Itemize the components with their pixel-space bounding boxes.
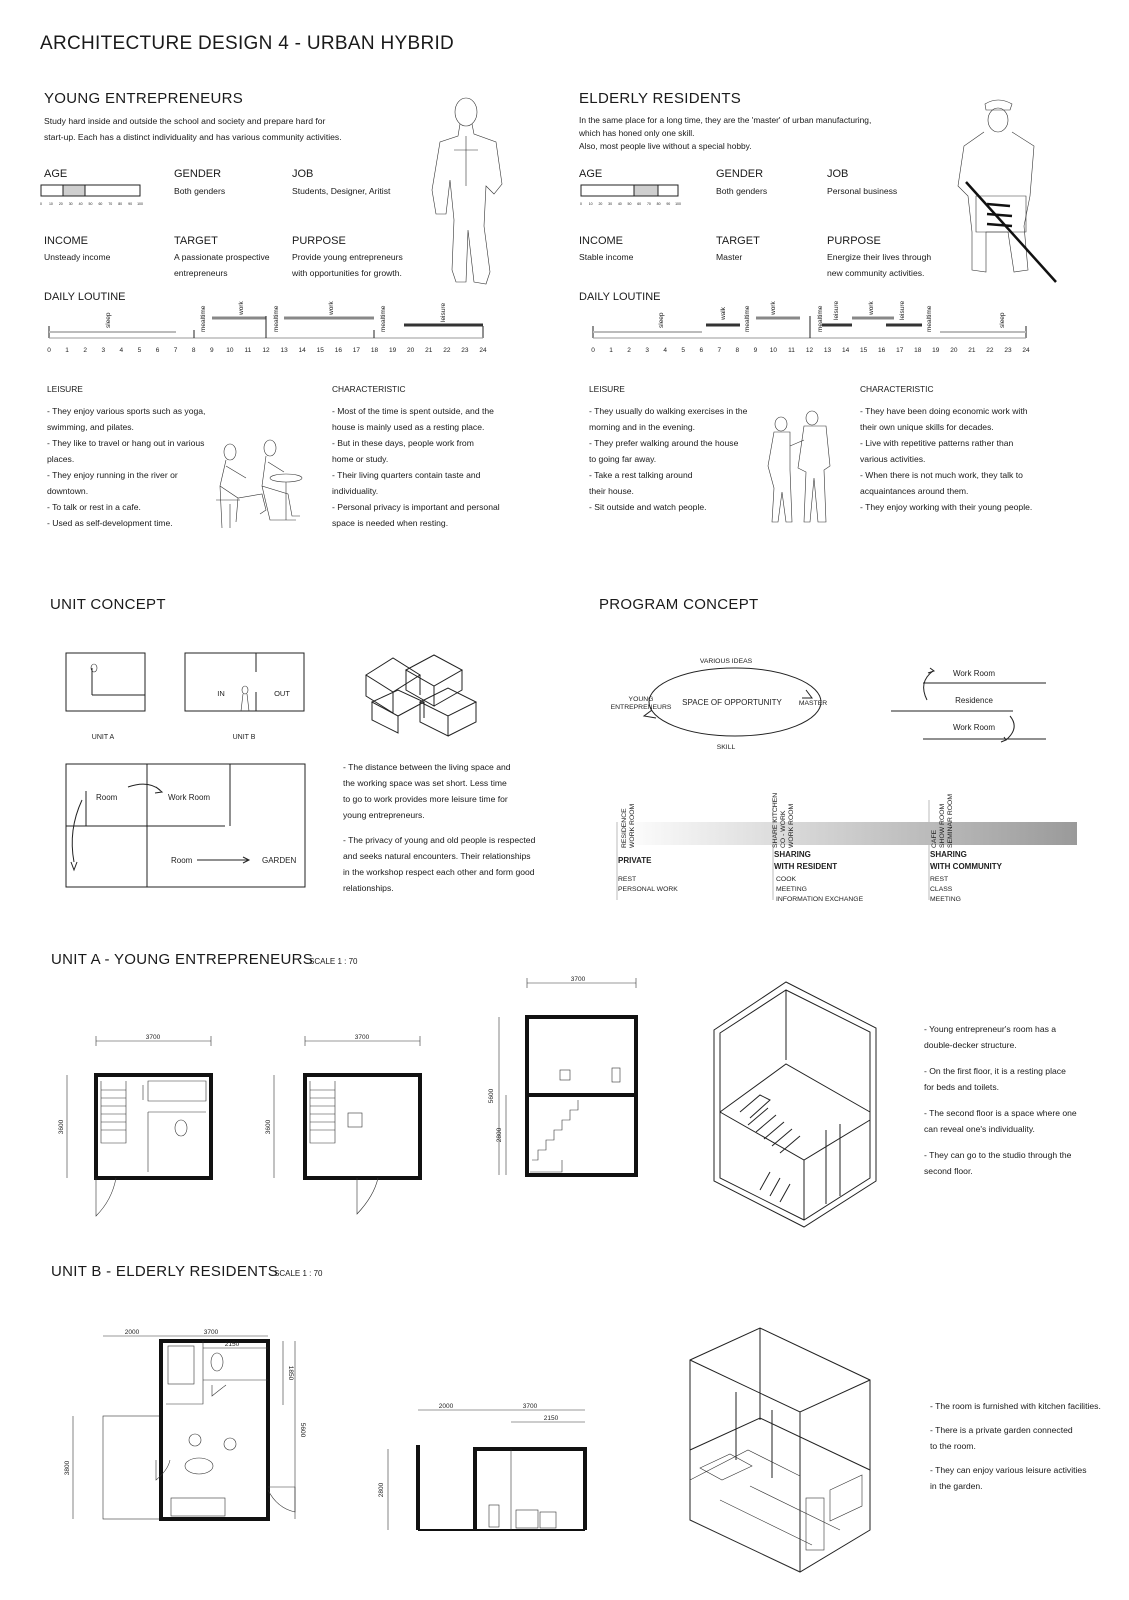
unit-b-label: UNIT B <box>232 734 256 741</box>
job-value: Students, Designer, Aritist <box>292 186 391 196</box>
leisure-line: - They enjoy running in the river or <box>47 470 178 480</box>
hour-tick-label: 8 <box>735 347 740 354</box>
routine-word: sleep <box>105 312 112 328</box>
job-value: Personal business <box>827 186 898 196</box>
opportunity-cycle <box>611 658 828 751</box>
leisure-line: - They usually do walking exercises in the <box>589 406 748 416</box>
work-room-label: Work Room <box>952 723 996 732</box>
income-value: Stable income <box>579 252 634 262</box>
note-line: in the garden. <box>930 1481 983 1491</box>
note-line: to the room. <box>930 1441 976 1451</box>
hour-tick-label: 2 <box>627 347 631 354</box>
hour-tick-label: 16 <box>334 347 342 354</box>
characteristic-line: their own unique skills for decades. <box>860 422 994 432</box>
room-label: Room <box>96 793 118 802</box>
note-line: second floor. <box>924 1166 973 1176</box>
characteristic-label: CHARACTERISTIC <box>860 384 934 394</box>
unit-concept-heading: UNIT CONCEPT <box>50 596 166 613</box>
purpose-line: new community activities. <box>827 268 925 278</box>
note-line: double-decker structure. <box>924 1040 1017 1050</box>
text-line: the working space was set short. Less time <box>343 778 507 788</box>
dimension-label: 2000 <box>124 1329 140 1336</box>
category-item: REST <box>930 876 949 883</box>
elderly-daily-routine <box>591 300 1030 354</box>
unit-plan-diagram <box>66 764 305 887</box>
dimension-label: 2000 <box>438 1403 454 1410</box>
dimension-label: 3700 <box>522 1403 538 1410</box>
age-tick-label: 0 <box>580 202 582 206</box>
hour-tick-label: 23 <box>1004 347 1012 354</box>
routine-word: mealtime <box>273 305 280 332</box>
unit-a-heading: UNIT A - YOUNG ENTREPRENEURS <box>51 951 314 968</box>
young-label: YOUNG <box>628 696 654 703</box>
hour-tick-label: 4 <box>119 347 124 354</box>
dimension-label: 3800 <box>64 1460 71 1476</box>
gender-value: Both genders <box>174 186 226 196</box>
skill-label: SKILL <box>716 744 736 751</box>
routine-word: mealtime <box>380 305 387 332</box>
sharing-community-label: WITH COMMUNITY <box>930 862 1002 871</box>
hour-tick-label: 13 <box>280 347 288 354</box>
hour-tick-label: 10 <box>769 347 778 354</box>
hour-tick-label: 9 <box>753 347 758 354</box>
hour-tick-label: 16 <box>878 347 886 354</box>
stack-label: CO - WORK <box>780 810 787 848</box>
routine-word: work <box>328 301 335 315</box>
routine-word: sleep <box>658 312 665 328</box>
hour-tick-label: 7 <box>173 347 178 354</box>
dimension-label: 3700 <box>570 976 586 983</box>
hour-tick-label: 22 <box>443 347 451 354</box>
page-title: ARCHITECTURE DESIGN 4 - URBAN HYBRID <box>40 33 455 54</box>
age-tick-label: 90 <box>666 202 671 206</box>
hour-tick-label: 8 <box>191 347 196 354</box>
leisure-line: to going far away. <box>589 454 657 464</box>
young-heading: YOUNG ENTREPRENEURS <box>44 90 244 107</box>
young-daily-routine <box>47 301 487 354</box>
room-stack-diagram <box>891 668 1046 742</box>
note-line: - They can enjoy various leisure activities <box>930 1465 1087 1475</box>
unit-b-floor-plan <box>64 1329 306 1520</box>
age-label: AGE <box>579 168 603 180</box>
age-tick-label: 0 <box>40 202 42 206</box>
routine-label: DAILY LOUTINE <box>579 291 661 303</box>
unit-b-axonometric <box>690 1328 870 1572</box>
intro-line: Also, most people live without a special hobby. <box>579 141 752 151</box>
routine-word: mealtime <box>926 305 933 332</box>
private-label: PRIVATE <box>618 856 652 865</box>
characteristic-line: house is mainly used as a resting place. <box>332 422 485 432</box>
unit-b-section <box>378 1403 585 1530</box>
hour-tick-label: 22 <box>986 347 994 354</box>
persona-graphics <box>0 0 1129 560</box>
intro-line: Study hard inside and outside the school and society and prepare hard for <box>44 116 326 126</box>
age-tick-label: 50 <box>88 202 93 206</box>
characteristic-line: acquaintances around them. <box>860 486 969 496</box>
note-line: - Young entrepreneur's room has a <box>924 1024 1057 1034</box>
elderly-heading: ELDERLY RESIDENTS <box>579 90 742 107</box>
entrepreneurs-label: ENTREPRENEURS <box>610 704 672 711</box>
characteristic-line: - Most of the time is spent outside, and the <box>332 406 494 416</box>
routine-word: mealtime <box>200 305 207 332</box>
hour-tick-label: 2 <box>83 347 87 354</box>
text-line: to go to work provides more leisure time for <box>343 794 508 804</box>
characteristic-line: individuality. <box>332 486 379 496</box>
stack-label: WORK ROOM <box>629 803 636 848</box>
characteristic-line: - Their living quarters contain taste and <box>332 470 481 480</box>
leisure-line: - To talk or rest in a cafe. <box>47 502 141 512</box>
characteristic-line: - Live with repetitive patterns rather than <box>860 438 1014 448</box>
routine-word: leisure <box>899 300 906 320</box>
unit-a-axonometric <box>714 982 876 1227</box>
age-label: AGE <box>44 168 68 180</box>
routine-word: work <box>770 301 777 315</box>
age-tick-label: 30 <box>68 202 73 206</box>
routine-word: mealtime <box>744 305 751 332</box>
hour-tick-label: 6 <box>699 347 704 354</box>
intro-line: start-up. Each has a distinct individuality and has various community activities. <box>44 132 342 142</box>
age-tick-label: 70 <box>108 202 113 206</box>
sharing-resident-label: WITH RESIDENT <box>774 862 838 871</box>
age-tick-label: 50 <box>627 202 632 206</box>
job-label: JOB <box>292 168 314 180</box>
work-room-label: Work Room <box>952 669 996 678</box>
young-age-bar <box>40 185 143 206</box>
leisure-line: swimming, and pilates. <box>47 422 134 432</box>
intro-line: which has honed only one skill. <box>579 128 695 138</box>
hour-tick-label: 0 <box>47 347 51 354</box>
hour-tick-label: 15 <box>316 347 324 354</box>
dimension-label: 3700 <box>145 1034 161 1041</box>
work-room-label: Work Room <box>168 793 211 802</box>
age-tick-label: 80 <box>656 202 661 206</box>
purpose-line: Provide young entrepreneurs <box>292 252 403 262</box>
leisure-line: - Used as self-development time. <box>47 518 173 528</box>
text-line: - The privacy of young and old people is respected <box>343 835 536 845</box>
note-line: - The second floor is a space where one <box>924 1108 1077 1118</box>
category-item: MEETING <box>776 886 807 893</box>
hour-tick-label: 24 <box>1022 347 1030 354</box>
purpose-line: Energize their lives through <box>827 252 932 262</box>
age-tick-label: 100 <box>675 202 681 206</box>
hour-tick-label: 1 <box>65 347 69 354</box>
dimension-label: 2150 <box>224 1341 240 1348</box>
gender-label: GENDER <box>716 168 764 180</box>
characteristic-line: - Personal privacy is important and personal <box>332 502 500 512</box>
cafe-couple-illustration <box>216 440 302 528</box>
garden-label: GARDEN <box>262 856 297 865</box>
walking-couple-illustration <box>768 411 830 522</box>
target-line: entrepreneurs <box>174 268 228 278</box>
hour-tick-label: 7 <box>717 347 722 354</box>
hour-tick-label: 12 <box>262 347 270 354</box>
privacy-gradient-diagram <box>617 793 1077 903</box>
note-line: can reveal one's individuality. <box>924 1124 1035 1134</box>
gender-label: GENDER <box>174 168 222 180</box>
dimension-label: 2150 <box>543 1415 559 1422</box>
young-person-illustration <box>432 98 502 284</box>
hour-tick-label: 11 <box>244 347 252 354</box>
leisure-label: LEISURE <box>47 384 83 394</box>
characteristic-label: CHARACTERISTIC <box>332 384 406 394</box>
dimension-label: 3600 <box>265 1119 272 1135</box>
text-line: - The distance between the living space and <box>343 762 511 772</box>
characteristic-line: space is needed when resting. <box>332 518 449 528</box>
hour-tick-label: 15 <box>860 347 868 354</box>
category-item: CLASS <box>930 886 953 893</box>
hour-tick-label: 24 <box>479 347 487 354</box>
stack-label: SHARE KITCHEN <box>772 792 779 848</box>
hour-tick-label: 14 <box>841 347 850 354</box>
age-tick-label: 70 <box>646 202 651 206</box>
hour-tick-label: 14 <box>298 347 306 354</box>
hour-tick-label: 6 <box>155 347 160 354</box>
dimension-label: 1850 <box>287 1365 294 1381</box>
target-value: Master <box>716 252 743 262</box>
note-line: - On the first floor, it is a resting place <box>924 1066 1066 1076</box>
age-tick-label: 100 <box>137 202 143 206</box>
leisure-label: LEISURE <box>589 384 625 394</box>
income-label: INCOME <box>44 235 88 247</box>
unit-a-ground-floor-plan <box>58 1034 211 1216</box>
sharing-community-label: SHARING <box>930 850 967 859</box>
job-label: JOB <box>827 168 849 180</box>
hour-tick-label: 19 <box>388 347 397 354</box>
routine-word: leisure <box>833 300 840 320</box>
hour-tick-label: 12 <box>805 347 814 354</box>
unit-concept-text-1 <box>343 759 511 823</box>
age-tick-label: 40 <box>78 202 83 206</box>
unit-a-scale: SCALE 1 : 70 <box>309 957 358 966</box>
hour-tick-label: 19 <box>932 347 940 354</box>
age-tick-label: 30 <box>608 202 613 206</box>
elderly-person-illustration <box>958 100 1056 282</box>
text-line: in the workshop respect each other and form good <box>343 867 535 877</box>
master-label: MASTER <box>798 700 828 707</box>
dimension-label: 5600 <box>299 1422 306 1438</box>
unit-a-notes <box>924 1021 1077 1179</box>
hour-tick-label: 21 <box>968 347 976 354</box>
residence-label: Residence <box>955 696 993 705</box>
stack-label: WORK ROOM <box>788 803 795 848</box>
hour-tick-label: 18 <box>914 347 922 354</box>
unit-b-notes <box>930 1398 1101 1494</box>
dimension-label: 2800 <box>378 1482 385 1498</box>
hour-tick-label: 1 <box>609 347 613 354</box>
text-line: young entrepreneurs. <box>343 810 425 820</box>
characteristic-line: home or study. <box>332 454 389 464</box>
target-line: A passionate prospective <box>174 252 270 262</box>
dimension-label: 3700 <box>203 1329 219 1336</box>
note-line: - There is a private garden connected <box>930 1425 1073 1435</box>
income-label: INCOME <box>579 235 623 247</box>
target-label: TARGET <box>174 235 218 247</box>
stack-label: SHOW ROOM <box>939 803 946 848</box>
stack-label: SEMINAR ROOM <box>947 793 954 848</box>
unit-b-diagram <box>185 653 304 741</box>
dimension-label: 3700 <box>354 1034 370 1041</box>
hour-tick-label: 23 <box>461 347 469 354</box>
hour-tick-label: 5 <box>137 347 142 354</box>
target-label: TARGET <box>716 235 760 247</box>
leisure-line: downtown. <box>47 486 89 496</box>
characteristic-line: various activities. <box>860 454 926 464</box>
leisure-line: - They like to travel or hang out in various <box>47 438 205 448</box>
hour-tick-label: 11 <box>788 347 795 354</box>
space-of-opportunity-label: SPACE OF OPPORTUNITY <box>682 698 782 707</box>
leisure-line: - Sit outside and watch people. <box>589 502 707 512</box>
hour-tick-label: 17 <box>352 347 361 354</box>
hour-tick-label: 20 <box>950 347 958 354</box>
hour-tick-label: 0 <box>591 347 595 354</box>
text-line: relationships. <box>343 883 394 893</box>
category-item: MEETING <box>930 896 961 903</box>
characteristic-line: - When there is not much work, they talk to <box>860 470 1023 480</box>
program-concept-heading: PROGRAM CONCEPT <box>599 596 759 613</box>
age-tick-label: 20 <box>58 202 63 206</box>
age-tick-label: 20 <box>598 202 603 206</box>
in-label: IN <box>217 689 225 698</box>
routine-word: leisure <box>440 302 447 322</box>
text-line: and seeks natural encounters. Their relationships <box>343 851 531 861</box>
age-tick-label: 90 <box>128 202 133 206</box>
gender-value: Both genders <box>716 186 768 196</box>
stacked-cubes-illustration <box>366 655 476 736</box>
hour-tick-label: 3 <box>101 347 106 354</box>
characteristic-line: - They enjoy working with their young people. <box>860 502 1033 512</box>
unit-a-diagram <box>66 653 145 741</box>
leisure-line: their house. <box>589 486 634 496</box>
room-label: Room <box>171 856 193 865</box>
intro-line: In the same place for a long time, they are the 'master' of urban manufacturing, <box>579 115 872 125</box>
age-tick-label: 80 <box>118 202 123 206</box>
routine-word: work <box>238 301 245 315</box>
hour-tick-label: 10 <box>226 347 234 354</box>
hour-tick-label: 17 <box>896 347 904 354</box>
unit-concept-text-2 <box>343 832 535 896</box>
program-concept-diagram <box>560 620 1120 910</box>
leisure-line: morning and in the evening. <box>589 422 696 432</box>
hour-tick-label: 20 <box>407 347 415 354</box>
age-tick-label: 10 <box>48 202 53 206</box>
category-item: PERSONAL WORK <box>618 886 678 893</box>
category-item: REST <box>618 876 637 883</box>
routine-word: work <box>868 301 875 315</box>
purpose-label: PURPOSE <box>827 235 881 247</box>
category-item: COOK <box>776 876 797 883</box>
unit-a-section <box>488 976 636 1175</box>
out-label: OUT <box>274 689 290 698</box>
leisure-line: places. <box>47 454 75 464</box>
characteristic-line: - They have been doing economic work with <box>860 406 1028 416</box>
various-ideas-label: VARIOUS IDEAS <box>699 658 753 665</box>
dimension-label: 5600 <box>488 1088 495 1104</box>
age-tick-label: 40 <box>617 202 622 206</box>
elderly-age-bar <box>580 185 681 206</box>
leisure-line: - Take a rest talking around <box>589 470 693 480</box>
unit-a-label: UNIT A <box>91 734 115 741</box>
age-tick-label: 10 <box>588 202 593 206</box>
unit-b-heading: UNIT B - ELDERLY RESIDENTS <box>51 1263 279 1280</box>
stack-label: RESIDENCE <box>621 808 628 848</box>
note-line: for beds and toilets. <box>924 1082 1000 1092</box>
age-tick-label: 60 <box>637 202 642 206</box>
hour-tick-label: 13 <box>823 347 832 354</box>
routine-word: mealtime <box>817 305 824 332</box>
leisure-line: - They prefer walking around the house <box>589 438 739 448</box>
age-tick-label: 60 <box>98 202 103 206</box>
unit-a-upper-floor-plan <box>265 1034 420 1214</box>
routine-label: DAILY LOUTINE <box>44 291 126 303</box>
dimension-label: 2800 <box>496 1127 503 1143</box>
note-line: - The room is furnished with kitchen facilities. <box>930 1401 1101 1411</box>
category-item: INFORMATION EXCHANGE <box>776 896 864 903</box>
income-value: Unsteady income <box>44 252 111 262</box>
sharing-resident-label: SHARING <box>774 850 811 859</box>
purpose-line: with opportunities for growth. <box>292 268 402 278</box>
leisure-line: - They enjoy various sports such as yoga, <box>47 406 206 416</box>
unit-b-scale: SCALE 1 : 70 <box>274 1269 323 1278</box>
hour-tick-label: 3 <box>645 347 649 354</box>
hour-tick-label: 9 <box>209 347 214 354</box>
hour-tick-label: 4 <box>663 347 667 354</box>
hour-tick-label: 5 <box>681 347 686 354</box>
dimension-label: 3600 <box>58 1119 65 1135</box>
note-line: - They can go to the studio through the <box>924 1150 1072 1160</box>
hour-tick-label: 21 <box>425 347 433 354</box>
routine-word: walk <box>720 306 727 320</box>
purpose-label: PURPOSE <box>292 235 346 247</box>
routine-word: sleep <box>999 312 1006 328</box>
stack-label: CAFE <box>931 829 938 848</box>
characteristic-line: - But in these days, people work from <box>332 438 474 448</box>
hour-tick-label: 18 <box>370 347 379 354</box>
